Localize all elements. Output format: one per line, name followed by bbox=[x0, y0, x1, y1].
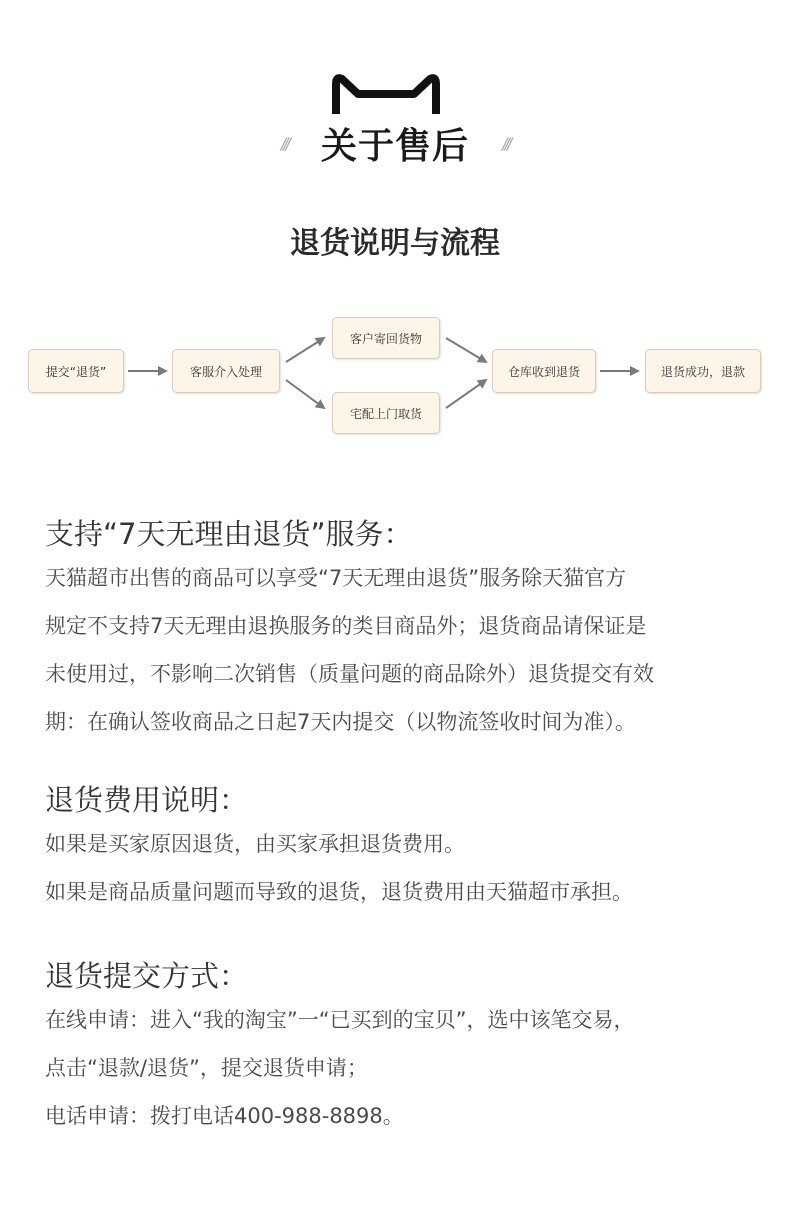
flow-step-warehouse: 仓库收到退货 bbox=[492, 349, 596, 393]
return-flowchart bbox=[0, 300, 790, 450]
policy-heading: 支持“7天无理由退货”服务： bbox=[45, 517, 413, 551]
fees-line: 如果是买家原因退货，由买家承担退货费用。 bbox=[45, 832, 465, 856]
arrow-pickup-to-warehouse bbox=[446, 380, 486, 408]
flow-step-success: 退货成功，退款 bbox=[645, 349, 761, 393]
policy-line: 期：在确认签收商品之日起7天内提交（以物流签收时间为准）。 bbox=[45, 710, 636, 734]
arrow-service-to-mail bbox=[286, 338, 324, 362]
arrow-mail-to-warehouse bbox=[446, 338, 486, 362]
methods-heading: 退货提交方式： bbox=[45, 959, 249, 993]
methods-line: 电话申请：拨打电话400-988-8898。 bbox=[45, 1104, 404, 1128]
flow-step-service: 客服介入处理 bbox=[172, 349, 280, 393]
flow-title: 退货说明与流程 bbox=[290, 226, 500, 261]
methods-line: 点击“退款/退货”，提交退货申请； bbox=[45, 1056, 368, 1080]
flow-step-submit: 提交“退货” bbox=[28, 349, 124, 393]
arrow-service-to-pickup bbox=[286, 380, 324, 408]
policy-line: 规定不支持7天无理由退换服务的类目商品外；退货商品请保证是 bbox=[45, 614, 647, 638]
flow-step-pickup: 宅配上门取货 bbox=[332, 392, 440, 434]
policy-section bbox=[45, 514, 765, 746]
policy-line: 未使用过，不影响二次销售（质量问题的商品除外）退货提交有效 bbox=[45, 662, 654, 686]
page-title: 关于售后 bbox=[320, 126, 469, 167]
methods-line: 在线申请：进入“我的淘宝”一“已买到的宝贝”，选中该笔交易， bbox=[45, 1008, 635, 1032]
tmall-cat-icon bbox=[330, 74, 442, 116]
fees-heading: 退货费用说明： bbox=[45, 783, 249, 817]
decorative-slash-left: /// bbox=[280, 134, 288, 153]
fees-section bbox=[45, 780, 765, 916]
methods-section bbox=[45, 956, 765, 1140]
decorative-slash-right: /// bbox=[502, 134, 510, 153]
fees-line: 如果是商品质量问题而导致的退货，退货费用由天猫超市承担。 bbox=[45, 880, 633, 904]
policy-line: 天猫超市出售的商品可以享受“7天无理由退货”服务除天猫官方 bbox=[45, 566, 627, 590]
section-header bbox=[0, 118, 790, 168]
flow-step-mail: 客户寄回货物 bbox=[332, 317, 440, 359]
